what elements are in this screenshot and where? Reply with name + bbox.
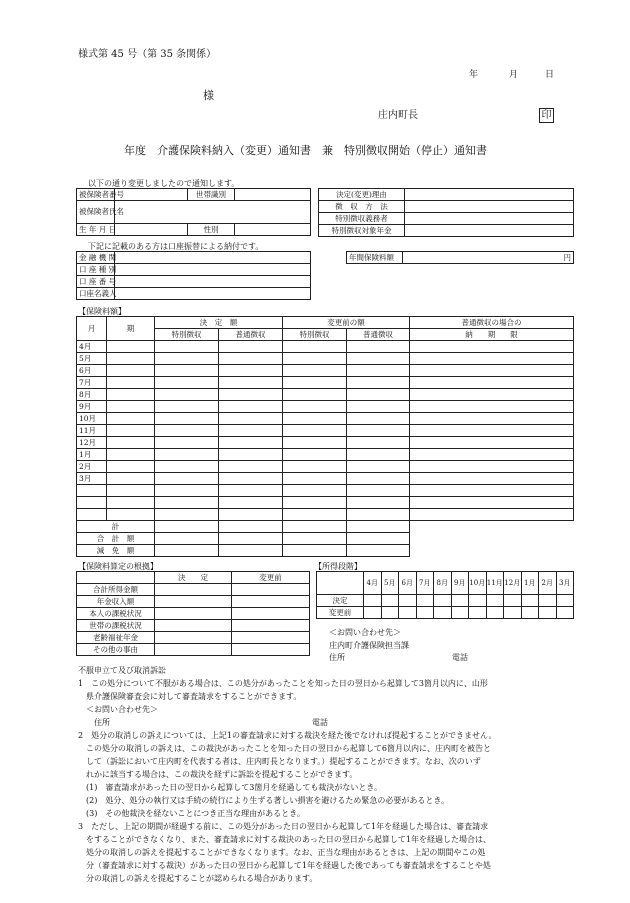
premium-cell (155, 461, 219, 473)
premium-cell (107, 377, 155, 389)
premium-cell (347, 365, 410, 377)
decision-row-label: 特別徴収義務者 (319, 213, 405, 225)
premium-cell (219, 365, 283, 377)
annual-premium-label: 年間保険料額 (347, 252, 403, 264)
appeal-line: ＜お問い合わせ先＞ (78, 705, 158, 714)
premium-cell (219, 461, 283, 473)
premium-cell (107, 497, 155, 509)
premium-cell (219, 413, 283, 425)
premium-cell (155, 449, 219, 461)
income-cell (521, 607, 539, 619)
income-month-header: 9月 (451, 572, 469, 595)
premium-cell (107, 461, 155, 473)
date-day-label: 日 (545, 70, 555, 80)
premium-cell (155, 509, 219, 521)
premium-cell (107, 341, 155, 353)
premium-cell (283, 437, 347, 449)
income-month-header: 10月 (469, 572, 487, 595)
premium-month-cell: 9月 (77, 401, 107, 413)
insured-table (76, 188, 311, 236)
premium-cell (155, 497, 219, 509)
special-collection-header: 特別徴収 (155, 329, 219, 341)
premium-month-cell: 6月 (77, 365, 107, 377)
premium-cell (347, 485, 410, 497)
basis-row-label: 本人の課税状況 (77, 608, 155, 620)
appeal-line: 1 この処分について不服がある場合は、この処分があったことを知った日の翌日から起算して3箇月以内に、山形 (78, 679, 488, 688)
premium-cell (219, 521, 283, 533)
premium-cell (219, 353, 283, 365)
appeal-line: 分（審査請求に対する裁決）があった日の翌日から起算して1年を経過した後であっても審査請求をすることや処 (78, 861, 491, 870)
birth-date-label: 生 年 月 日 (77, 224, 115, 236)
premium-cell (283, 365, 347, 377)
sex-label: 性別 (188, 224, 235, 236)
total-label: 計 (77, 521, 155, 533)
premium-cell (410, 353, 574, 365)
premium-cell (219, 425, 283, 437)
premium-cell (155, 353, 219, 365)
premium-cell (283, 497, 347, 509)
premium-cell (107, 437, 155, 449)
premium-cell (410, 509, 574, 521)
premium-cell (283, 449, 347, 461)
annual-premium-unit: 円 (403, 252, 574, 264)
income-cell (556, 607, 574, 619)
basis-cell (155, 620, 232, 632)
premium-cell (347, 413, 410, 425)
basis-cell (155, 596, 232, 608)
basis-cell (155, 608, 232, 620)
income-cell (521, 595, 539, 607)
income-cell (556, 595, 574, 607)
basis-row-label: 世帯の課税状況 (77, 620, 155, 632)
premium-cell (347, 545, 410, 557)
income-before-label: 変更前 (317, 607, 364, 619)
income-month-header: 8月 (434, 572, 452, 595)
appeal-line: 住所 (78, 718, 110, 727)
premium-cell (283, 413, 347, 425)
insured-number-label: 被保険者番号 (77, 189, 115, 201)
income-month-header: 6月 (399, 572, 417, 595)
intro-text: 以下の通り変更しましたので通知します。 (88, 179, 240, 188)
premium-cell (219, 377, 283, 389)
premium-cell (410, 377, 574, 389)
issuer-mayor: 庄内町長 (378, 110, 418, 121)
premium-cell (410, 461, 574, 473)
basis-before-header: 変更前 (232, 572, 310, 584)
normal-collection-header: 普通徴収 (347, 329, 410, 341)
premium-cell (219, 449, 283, 461)
basis-cell (232, 608, 310, 620)
premium-cell (347, 509, 410, 521)
premium-cell (347, 377, 410, 389)
premium-cell (219, 473, 283, 485)
appeal-line: 県介護保険審査会に対して審査請求をすることができます。 (78, 692, 302, 701)
income-cell (451, 607, 469, 619)
premium-cell (347, 521, 410, 533)
income-cell (399, 607, 417, 619)
bank-row-label: 口座名義人 (77, 288, 115, 300)
income-month-header: 4月 (364, 572, 382, 595)
premium-month-cell: 3月 (77, 473, 107, 485)
premium-month-cell: 7月 (77, 377, 107, 389)
premium-cell (155, 425, 219, 437)
basis-section-title: 【保険料算定の根拠】 (78, 562, 158, 571)
appeal-line: 2 処分の取消しの訴えについては、上記1の審査請求に対する裁決を経た後でなければ提起することができません。 (78, 731, 497, 740)
income-cell (469, 607, 487, 619)
document-title: 年度 介護保険料納入（変更）通知書 兼 特別徴収開始（停止）通知書 (124, 144, 487, 157)
premium-cell (410, 497, 574, 509)
premium-cell (283, 485, 347, 497)
premium-cell (283, 341, 347, 353)
basis-row-label: 合計所得金額 (77, 584, 155, 596)
basis-cell (232, 632, 310, 644)
basis-cell (155, 644, 232, 656)
premium-cell (219, 509, 283, 521)
premium-cell (107, 413, 155, 425)
income-cell (434, 607, 452, 619)
premium-cell (155, 413, 219, 425)
income-contact-dept: 庄内町介護保険担当課 (329, 641, 409, 650)
premium-month-cell: 5月 (77, 353, 107, 365)
premium-cell (155, 521, 219, 533)
due-date-header: 納 期 限 (410, 329, 574, 341)
bank-row-label: 金 融 機 関 (77, 252, 115, 264)
appeal-line: 分の取消しの訴えを提起することが認められる場合があります。 (78, 874, 318, 883)
premium-cell (283, 473, 347, 485)
premium-cell (283, 401, 347, 413)
appeal-line: をすることができなくなり、また、審査請求に対する裁決のあった日の翌日から起算して1年を経過した場合は、 (78, 835, 492, 844)
income-cell (451, 595, 469, 607)
before-amount-header: 変更前の額 (283, 317, 410, 329)
premium-cell (410, 437, 574, 449)
premium-cell (155, 437, 219, 449)
income-month-header: 11月 (486, 572, 504, 595)
special-collection-header: 特別徴収 (283, 329, 347, 341)
premium-cell (410, 401, 574, 413)
premium-cell (347, 533, 410, 545)
premium-cell (155, 533, 219, 545)
premium-month-cell: 4月 (77, 341, 107, 353)
premium-cell (219, 545, 283, 557)
income-month-header: 7月 (416, 572, 434, 595)
recipient-honorific: 様 (203, 89, 214, 102)
income-cell (504, 595, 522, 607)
appeal-line: (3) その他裁決を経ないことにつき正当な理由があるとき。 (78, 809, 305, 818)
premium-cell (155, 377, 219, 389)
premium-cell (347, 449, 410, 461)
seal-stamp: 印 (539, 108, 554, 123)
premium-cell (283, 389, 347, 401)
appeal-tel: 電話 (312, 718, 328, 727)
premium-cell (347, 425, 410, 437)
appeal-line: (1) 審査請求があった日の翌日から起算して3箇月を経過しても裁決がないとき。 (78, 783, 383, 792)
premium-cell (347, 389, 410, 401)
premium-cell (283, 461, 347, 473)
premium-cell (219, 485, 283, 497)
decision-row-label: 決定(変更)理由 (319, 189, 405, 201)
income-cell (381, 595, 399, 607)
basis-row-label: その他の事由 (77, 644, 155, 656)
premium-month-cell: 1月 (77, 449, 107, 461)
income-cell (486, 607, 504, 619)
annual-premium-table (346, 251, 574, 264)
premium-table (76, 316, 574, 557)
income-section-title: 【所得段階】 (314, 562, 362, 571)
normal-case-header: 普通徴収の場合の (410, 317, 574, 329)
income-cell (504, 607, 522, 619)
premium-cell (107, 425, 155, 437)
premium-cell (219, 401, 283, 413)
premium-cell (283, 533, 347, 545)
income-contact-tel: 電話 (452, 653, 468, 662)
basis-cell (232, 584, 310, 596)
premium-cell (410, 449, 574, 461)
basis-row-label: 年金収入額 (77, 596, 155, 608)
income-cell (364, 607, 382, 619)
income-cell (469, 595, 487, 607)
premium-cell (410, 425, 574, 437)
premium-month-cell (77, 497, 107, 509)
decision-row-label: 特別徴収対象年金 (319, 225, 405, 237)
premium-cell (155, 401, 219, 413)
premium-cell (107, 353, 155, 365)
premium-month-cell (77, 509, 107, 521)
premium-cell (155, 341, 219, 353)
basis-cell (155, 632, 232, 644)
income-month-header: 1月 (521, 572, 539, 595)
premium-month-cell: 11月 (77, 425, 107, 437)
basis-cell (232, 596, 310, 608)
decision-row-label: 徴 収 方 法 (319, 201, 405, 213)
premium-month-cell: 10月 (77, 413, 107, 425)
basis-cell (155, 584, 232, 596)
month-header: 月 (77, 317, 107, 341)
premium-cell (107, 365, 155, 377)
income-cell (381, 607, 399, 619)
income-cell (539, 595, 557, 607)
premium-section-title: 【保険料額】 (78, 307, 126, 316)
appeal-line: 処分の取消しの訴えを提起することができなくなります。なお、正当な理由があるときは、上記の期間やこの処 (78, 848, 486, 857)
income-cell (416, 595, 434, 607)
household-label: 世帯識別 (188, 189, 235, 201)
form-number: 様式第 45 号（第 35 条関係） (78, 49, 217, 60)
premium-cell (410, 389, 574, 401)
premium-month-cell: 12月 (77, 437, 107, 449)
income-cell (539, 607, 557, 619)
premium-cell (347, 461, 410, 473)
premium-cell (347, 341, 410, 353)
premium-month-cell: 2月 (77, 461, 107, 473)
basis-decided-header: 決 定 (155, 572, 232, 584)
premium-cell (107, 389, 155, 401)
basis-row-label: 老齢福祉年金 (77, 632, 155, 644)
premium-cell (283, 353, 347, 365)
premium-cell (155, 473, 219, 485)
appeal-line: (2) 処分、処分の執行又は手続の続行により生ずる著しい損害を避けるため緊急の必要があるとき。 (78, 796, 450, 805)
premium-cell (155, 365, 219, 377)
basis-cell (232, 644, 310, 656)
income-cell (364, 595, 382, 607)
income-cell (434, 595, 452, 607)
premium-cell (219, 497, 283, 509)
premium-cell (283, 377, 347, 389)
normal-collection-header: 普通徴収 (219, 329, 283, 341)
bank-table (76, 251, 311, 300)
premium-month-cell: 8月 (77, 389, 107, 401)
bank-note: 下記に記載のある方は口座振替による納付です。 (88, 242, 264, 251)
premium-cell (107, 401, 155, 413)
appeal-line: 3 ただし、上記の期間が経過する前に、この処分があった日の翌日から起算して1年を経過した場合は、審査請求 (78, 822, 489, 831)
basis-cell (232, 620, 310, 632)
income-cell (399, 595, 417, 607)
income-month-header: 12月 (504, 572, 522, 595)
income-stage-table (316, 571, 574, 619)
income-decided-label: 決定 (317, 595, 364, 607)
income-month-header: 5月 (381, 572, 399, 595)
premium-cell (283, 425, 347, 437)
premium-cell (283, 521, 347, 533)
appeal-line: この処分の取消しの訴えは、この裁決があったことを知った日の翌日から起算して6箇月以内に、庄内町を被告と (78, 744, 492, 753)
income-month-header: 3月 (556, 572, 574, 595)
period-header: 期 (107, 317, 155, 341)
basis-table (76, 571, 310, 656)
income-contact-label: ＜お問い合わせ先＞ (329, 628, 401, 637)
premium-cell (155, 485, 219, 497)
income-contact-address: 住所 (329, 653, 345, 662)
premium-cell (219, 437, 283, 449)
premium-cell (347, 473, 410, 485)
premium-cell (283, 545, 347, 557)
premium-cell (283, 509, 347, 521)
premium-cell (219, 341, 283, 353)
income-month-header: 2月 (539, 572, 557, 595)
bank-row-label: 口 座 番 号 (77, 276, 115, 288)
premium-cell (410, 485, 574, 497)
premium-cell (155, 389, 219, 401)
income-cell (416, 607, 434, 619)
premium-cell (107, 473, 155, 485)
grand-total-label: 合 計 額 (77, 533, 155, 545)
premium-cell (347, 497, 410, 509)
income-cell (486, 595, 504, 607)
appeal-line: れかに該当する場合は、この裁決を経ずに訴訟を提起することができます。 (78, 770, 358, 779)
premium-cell (219, 533, 283, 545)
date-month-label: 月 (509, 70, 519, 80)
premium-cell (347, 401, 410, 413)
premium-cell (107, 485, 155, 497)
reduction-label: 減 免 額 (77, 545, 155, 557)
premium-cell (410, 365, 574, 377)
premium-cell (219, 389, 283, 401)
premium-month-cell (77, 485, 107, 497)
premium-cell (410, 413, 574, 425)
premium-cell (107, 509, 155, 521)
premium-cell (347, 353, 410, 365)
decided-amount-header: 決 定 額 (155, 317, 283, 329)
bank-row-label: 口 座 種 別 (77, 264, 115, 276)
premium-cell (155, 545, 219, 557)
premium-cell (347, 437, 410, 449)
appeal-line: して（訴訟において庄内町を代表する者は、庄内町長となります。）提起することができます。なお、次のいず (78, 757, 481, 766)
premium-cell (410, 341, 574, 353)
premium-cell (107, 449, 155, 461)
date-year-label: 年 (469, 70, 479, 80)
insured-name-label: 被保険者氏名 (77, 201, 115, 224)
appeal-heading: 不服申立て及び取消訴訟 (78, 666, 166, 675)
decision-table (318, 188, 574, 237)
premium-cell (410, 473, 574, 485)
